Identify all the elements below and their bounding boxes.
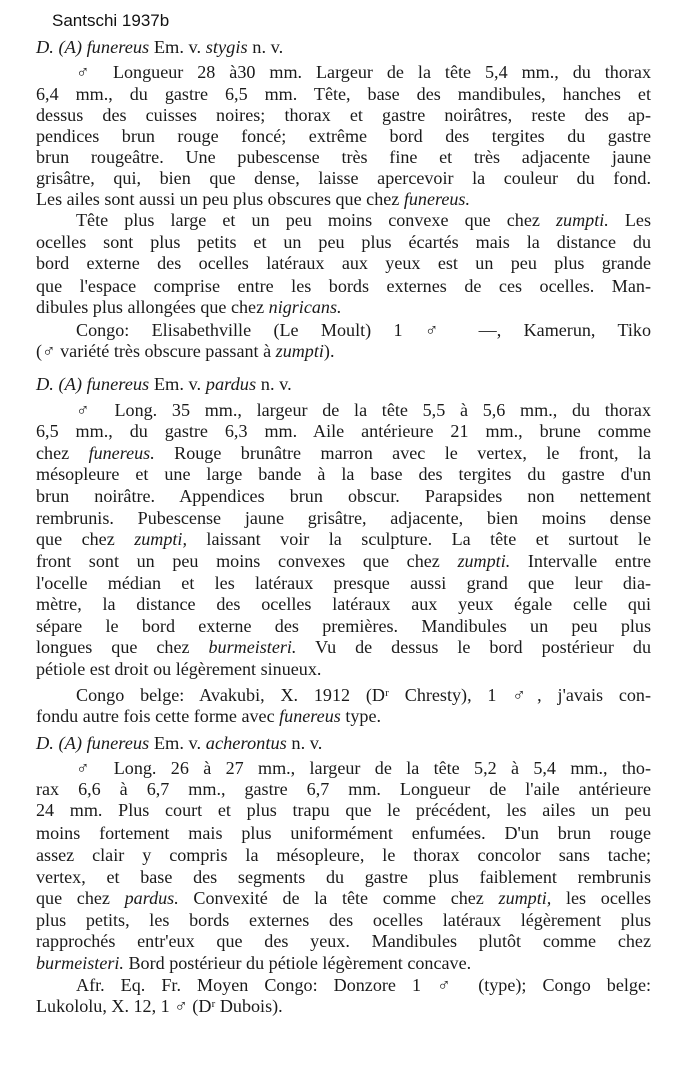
- italic-span: burmeisteri.: [208, 637, 297, 657]
- text-line: [36, 486, 651, 507]
- text-span: Les: [608, 210, 651, 230]
- italic-span: stygis: [205, 37, 248, 57]
- text-span: Congo belge: Avakubi, X. 1912 (Dʳ Chresty), 1 ♂, j'avais con-: [76, 685, 651, 705]
- italic-span: funereus: [86, 37, 150, 57]
- text-span: Tête plus large et un peu moins convexe que chez: [76, 210, 556, 230]
- text-line: [36, 529, 651, 550]
- text-line: [36, 421, 651, 442]
- text-span: pétiole est droit ou légèrement sinueux.: [36, 659, 322, 679]
- italic-span: acherontus: [205, 733, 287, 753]
- italic-span: funereus: [86, 374, 150, 394]
- text-span: mésopleure et une large bande à la base des tergites du gastre d'un: [36, 464, 651, 484]
- text-span: que chez: [36, 888, 125, 908]
- italic-span: zumpti.: [457, 551, 511, 571]
- text-line: [76, 320, 651, 341]
- text-span: brun noirâtre. Appendices brun obscur. Parapsides non nettement: [36, 486, 651, 506]
- italic-span: zumpti: [275, 341, 324, 361]
- text-span: Les ailes sont aussi un peu plus obscures que chez: [36, 189, 404, 209]
- text-span: ♂ Long. 26 à 27 mm., largeur de la tête 5,2 à 5,4 mm., tho-: [76, 758, 651, 778]
- text-line: [36, 931, 651, 952]
- text-span: fondu autre fois cette forme avec: [36, 706, 280, 726]
- text-line: [36, 464, 651, 485]
- italic-span: D. (A): [36, 374, 87, 394]
- text-span: mètre, la distance des ocelles latéraux aux yeux égale celle qui: [36, 594, 651, 614]
- text-line: [36, 953, 651, 974]
- text-span: moins fortement mais plus uniformément enfumées. D'un brun rouge: [36, 823, 651, 843]
- text-span: pendices brun rouge foncé; extrême bord des tergites du gastre: [36, 126, 651, 146]
- text-line: [36, 297, 651, 318]
- italic-span: funereus: [86, 733, 150, 753]
- text-line: [76, 400, 651, 421]
- text-line: [76, 758, 651, 779]
- text-span: que l'espace comprise entre les bords externes de ces ocelles. Man-: [36, 276, 651, 296]
- text-line: [36, 910, 651, 931]
- text-span: les ocelles: [551, 888, 652, 908]
- text-line: [36, 443, 651, 464]
- text-span: type.: [340, 706, 381, 726]
- italic-span: D. (A): [36, 733, 87, 753]
- text-line: [36, 888, 651, 909]
- text-line: [76, 685, 651, 706]
- text-span: que chez: [36, 529, 135, 549]
- text-line: [36, 168, 651, 189]
- text-line: [36, 105, 651, 126]
- section-heading: [36, 37, 651, 58]
- italic-span: nigricans.: [268, 297, 342, 317]
- section-heading: [36, 374, 651, 395]
- text-span: Congo: Elisabethville (Le Moult) 1 ♂ —, Kamerun, Tiko: [76, 320, 651, 340]
- text-span: Rouge brunâtre marron avec le vertex, le front, la: [154, 443, 651, 463]
- text-line: [76, 975, 651, 996]
- text-span: front sont un peu moins convexes que chez: [36, 551, 458, 571]
- text-span: chez: [36, 443, 89, 463]
- text-line: [36, 573, 651, 594]
- text-span: Lukololu, X. 12, 1 ♂ (Dʳ Dubois).: [36, 996, 283, 1016]
- text-line: [36, 659, 651, 680]
- text-span: vertex, et base des segments du gastre plus faiblement rembrunis: [36, 867, 651, 887]
- text-span: bord externe des ocelles latéraux aux yeux est un peu plus grande: [36, 253, 651, 273]
- text-span: n. v.: [256, 374, 292, 394]
- text-span: dibules plus allongées que chez: [36, 297, 269, 317]
- text-span: Afr. Eq. Fr. Moyen Congo: Donzore 1 ♂ (type); Congo belge:: [76, 975, 651, 995]
- text-span: ocelles sont plus petits et un peu plus écartés mais la distance du: [36, 232, 651, 252]
- text-span: Intervalle entre: [510, 551, 652, 571]
- text-span: rembrunis. Pubescense jaune grisâtre, adjacente, bien moins dense: [36, 508, 651, 528]
- text-line: [36, 341, 651, 362]
- text-span: Vu de dessus le bord postérieur du: [296, 637, 652, 657]
- text-span: 6,4 mm., du gastre 6,5 mm. Tête, base des mandibules, hanches et: [36, 84, 651, 104]
- text-line: [36, 551, 651, 572]
- text-span: Em. v.: [149, 733, 206, 753]
- text-line: [36, 84, 651, 105]
- italic-span: pardus.: [124, 888, 179, 908]
- text-span: Convexité de la tête comme chez: [178, 888, 499, 908]
- italic-span: funereus.: [88, 443, 155, 463]
- text-span: Bord postérieur du pétiole légèrement concave.: [123, 953, 472, 973]
- italic-span: burmeisteri.: [36, 953, 124, 973]
- text-span: ).: [323, 341, 335, 361]
- text-line: [36, 996, 651, 1017]
- text-span: l'ocelle médian et les latéraux presque aussi grand que leur dia-: [36, 573, 651, 593]
- text-line: [36, 616, 651, 637]
- text-span: assez clair y compris la mésopleure, le thorax concolor sans tache;: [36, 845, 651, 865]
- text-span: ♂ Long. 35 mm., largeur de la tête 5,5 à 5,6 mm., du thorax: [76, 400, 651, 420]
- text-span: rax 6,6 à 6,7 mm., gastre 6,7 mm. Longueur de l'aile antérieure: [36, 779, 651, 799]
- text-line: [36, 276, 651, 297]
- section-heading: [36, 733, 651, 754]
- text-span: grisâtre, qui, bien que dense, laisse apercevoir la couleur du fond.: [36, 168, 651, 188]
- text-span: n. v.: [247, 37, 284, 57]
- text-line: [76, 62, 651, 83]
- italic-span: zumpti.: [556, 210, 609, 230]
- text-line: [36, 867, 651, 888]
- text-span: ♂ Longueur 28 à30 mm. Largeur de la tête 5,4 mm., du thorax: [76, 62, 651, 82]
- text-line: [36, 126, 651, 147]
- text-span: laissant voir la sculpture. La tête et surtout le: [186, 529, 651, 549]
- text-span: Em. v.: [149, 37, 206, 57]
- text-line: [36, 845, 651, 866]
- text-line: [36, 779, 651, 800]
- text-span: n. v.: [286, 733, 323, 753]
- text-span: rapprochés entr'eux que des yeux. Mandibules plutôt comme chez: [36, 931, 651, 951]
- text-span: brun rougeâtre. Une pubescense très fine et très adjacente jaune: [36, 147, 651, 167]
- text-line: [36, 147, 651, 168]
- italic-span: funereus.: [403, 189, 470, 209]
- text-span: sépare le bord externe des premières. Mandibules un peu plus: [36, 616, 651, 636]
- text-span: 24 mm. Plus court et plus trapu que le précédent, les ailes un peu: [36, 800, 651, 820]
- text-line: [36, 253, 651, 274]
- text-span: (♂ variété très obscure passant à: [36, 341, 276, 361]
- text-line: [76, 210, 651, 231]
- text-line: [36, 706, 651, 727]
- text-line: [36, 232, 651, 253]
- text-line: [36, 594, 651, 615]
- text-line: [36, 637, 651, 658]
- text-span: longues que chez: [36, 637, 209, 657]
- text-line: [36, 823, 651, 844]
- text-line: [36, 508, 651, 529]
- text-span: Em. v.: [149, 374, 206, 394]
- italic-span: funereus: [279, 706, 341, 726]
- text-span: 6,5 mm., du gastre 6,3 mm. Aile antérieure 21 mm., brune comme: [36, 421, 651, 441]
- text-span: dessus des cuisses noires; thorax et gastre noirâtres, reste des ap-: [36, 105, 651, 125]
- text-span: plus petits, les bords externes des ocelles latéraux légèrement plus: [36, 910, 651, 930]
- italic-span: pardus: [205, 374, 257, 394]
- italic-span: zumpti,: [498, 888, 552, 908]
- text-line: [36, 800, 651, 821]
- italic-span: zumpti,: [134, 529, 187, 549]
- italic-span: D. (A): [36, 37, 87, 57]
- page-label: Santschi 1937b: [52, 11, 170, 30]
- text-line: [36, 189, 651, 210]
